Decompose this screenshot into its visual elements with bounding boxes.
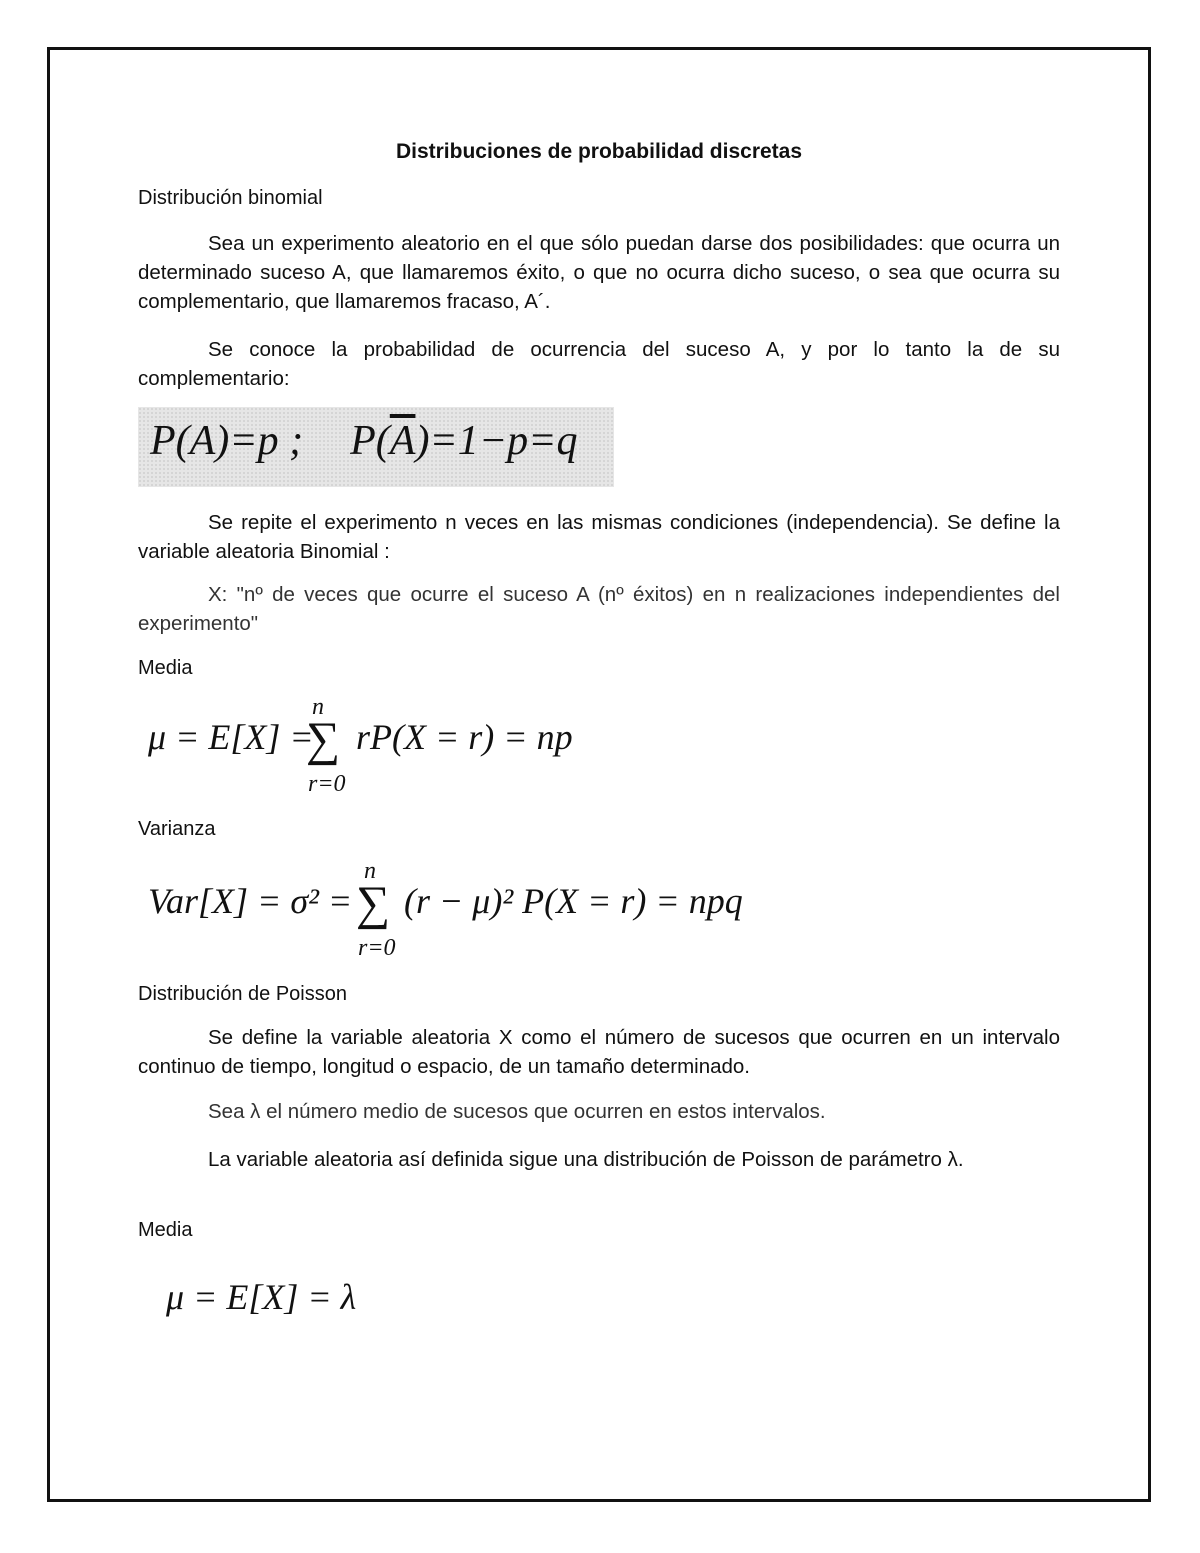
binomial-paragraph-1: Sea un experimento aleatorio en el que sólo puedan darse dos posibilidades: que ocurra un determinado suceso A, que llamaremos éxito, o que no ocurra dicho suceso, o sea que ocurra su complementario, que llamaremos fracaso, A´. xyxy=(138,232,1060,313)
poisson-mean-equation: μ = E[X] = λ xyxy=(166,1277,357,1317)
binomial-variance-upper-limit: n xyxy=(364,858,376,884)
poisson-media-label: Media xyxy=(138,1219,193,1241)
binomial-heading: Distribución binomial xyxy=(138,187,323,209)
prob-eq-complement: $\overline{A}$ xyxy=(389,418,416,464)
binomial-media-label: Media xyxy=(138,657,193,679)
prob-eq-left: P(A)=p ; xyxy=(150,418,304,464)
binomial-variance-right: (r − μ)² P(X = r) = npq xyxy=(404,881,743,921)
binomial-paragraph-3: Se repite el experimento n veces en las mismas condiciones (independencia). Se define la variable aleatoria Binomial : xyxy=(138,511,1060,563)
binomial-variance-lower-limit: r=0 xyxy=(358,935,396,961)
binomial-variance-left: Var[X] = σ² = xyxy=(148,881,353,921)
binomial-mean-lower-limit: r=0 xyxy=(308,771,346,797)
poisson-paragraph-1: Se define la variable aleatoria X como el número de sucesos que ocurren en un intervalo continuo de tiempo, longitud o espacio, de un tamaño determinado. xyxy=(138,1026,1060,1078)
binomial-varianza-label: Varianza xyxy=(138,818,216,840)
binomial-mean-right: rP(X = r) = np xyxy=(356,717,573,757)
poisson-paragraph-2: Sea λ el número medio de sucesos que ocurren en estos intervalos. xyxy=(208,1100,826,1123)
poisson-paragraph-3: La variable aleatoria así definida sigue una distribución de Poisson de parámetro λ. xyxy=(208,1148,964,1171)
probability-equation xyxy=(138,407,614,487)
binomial-mean-upper-limit: n xyxy=(312,694,324,720)
prob-eq-right-prefix: P( xyxy=(350,418,390,464)
poisson-heading: Distribución de Poisson xyxy=(138,983,347,1005)
prob-eq-right-suffix: )=1−p=q xyxy=(415,418,578,464)
binomial-paragraph-2: Se conoce la probabilidad de ocurrencia del suceso A, y por lo tanto la de su complementario: xyxy=(138,338,1060,390)
sigma-sum-icon: ∑ xyxy=(306,713,341,766)
page-title: Distribuciones de probabilidad discretas xyxy=(395,140,803,163)
sigma-sum-icon: ∑ xyxy=(356,877,391,930)
binomial-mean-left: μ = E[X] = xyxy=(148,717,314,757)
binomial-definition-x: X: "nº de veces que ocurre el suceso A (nº éxitos) en n realizaciones independientes del experimento" xyxy=(138,583,1060,635)
